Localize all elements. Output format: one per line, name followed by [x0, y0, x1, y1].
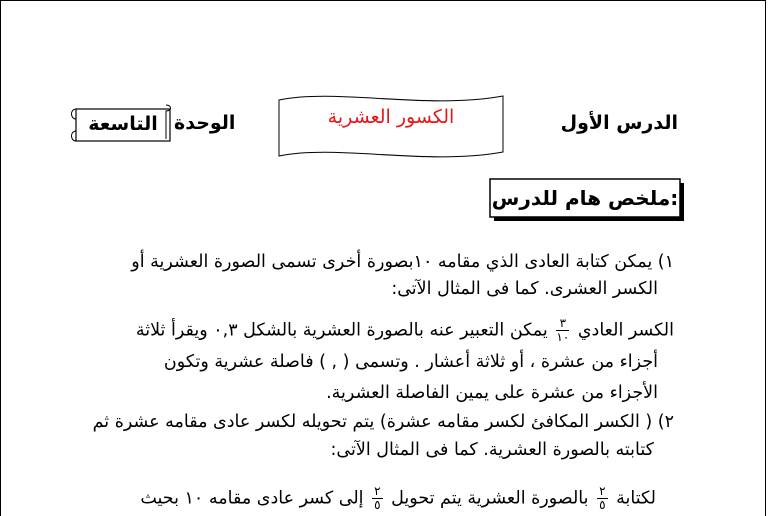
text-line-5: الأجزاء من عشرة على يمين الفاصلة العشرية.: [326, 383, 658, 403]
unit-value: التاسعة: [88, 113, 158, 135]
unit-label: الوحدة: [174, 112, 236, 134]
text-line-4: أجزاء من عشرة ، أو ثلاثة أعشار . وتسمى ( , ) فاصلة عشرية وتكون: [163, 352, 658, 372]
summary-heading: ملخص هام للدرس:: [491, 186, 679, 210]
title-banner-wrap: [277, 92, 505, 162]
text-line-6: ٢) ( الكسر المكافئ لكسر مقامه عشرة) يتم تحويله لكسر عادى مقامه عشرة ثم: [92, 412, 674, 432]
text-line-8c: إلى كسر عادى مقامه ١٠ بحيث: [140, 488, 364, 509]
fraction-numerator: ٢: [599, 484, 606, 498]
summary-box-wrap: [489, 178, 685, 222]
text-line-2: الكسر العشرى. كما فى المثال الآتى:: [391, 279, 658, 299]
text-line-3b: يمكن التعبير عنه بالصورة العشرية بالشكل ٠,٣ ويقرأ ثلاثة: [135, 320, 548, 341]
fraction-denominator: ٥: [599, 498, 606, 512]
fraction-3-10: [556, 317, 569, 344]
text-line-7: كتابته بالصورة العشرية. كما فى المثال الآتى:: [330, 440, 654, 460]
text-line-1: ١) يمكن كتابة العادى الذي مقامه ١٠بصورة أخرى تسمى الصورة العشرية أو: [131, 252, 674, 272]
lesson-title: الكسور العشرية: [327, 106, 455, 128]
fraction-numerator: ٢: [374, 484, 381, 498]
text-line-3: [136, 317, 674, 344]
fraction-numerator: ٣: [556, 317, 569, 331]
unit-scroll-wrap: [68, 103, 172, 145]
lesson-label: الدرس الأول: [560, 112, 678, 134]
text-line-8: [140, 485, 656, 512]
fraction-2-5-a: [597, 485, 607, 512]
fraction-denominator: ١٠: [556, 330, 570, 344]
fraction-denominator: ٥: [374, 498, 381, 512]
fraction-2-5-b: [372, 485, 382, 512]
text-line-3a: الكسر العادي: [577, 320, 674, 341]
text-line-8b: بالصورة العشرية يتم تحويل: [391, 488, 589, 509]
text-line-8a: لكتابة: [616, 488, 656, 509]
